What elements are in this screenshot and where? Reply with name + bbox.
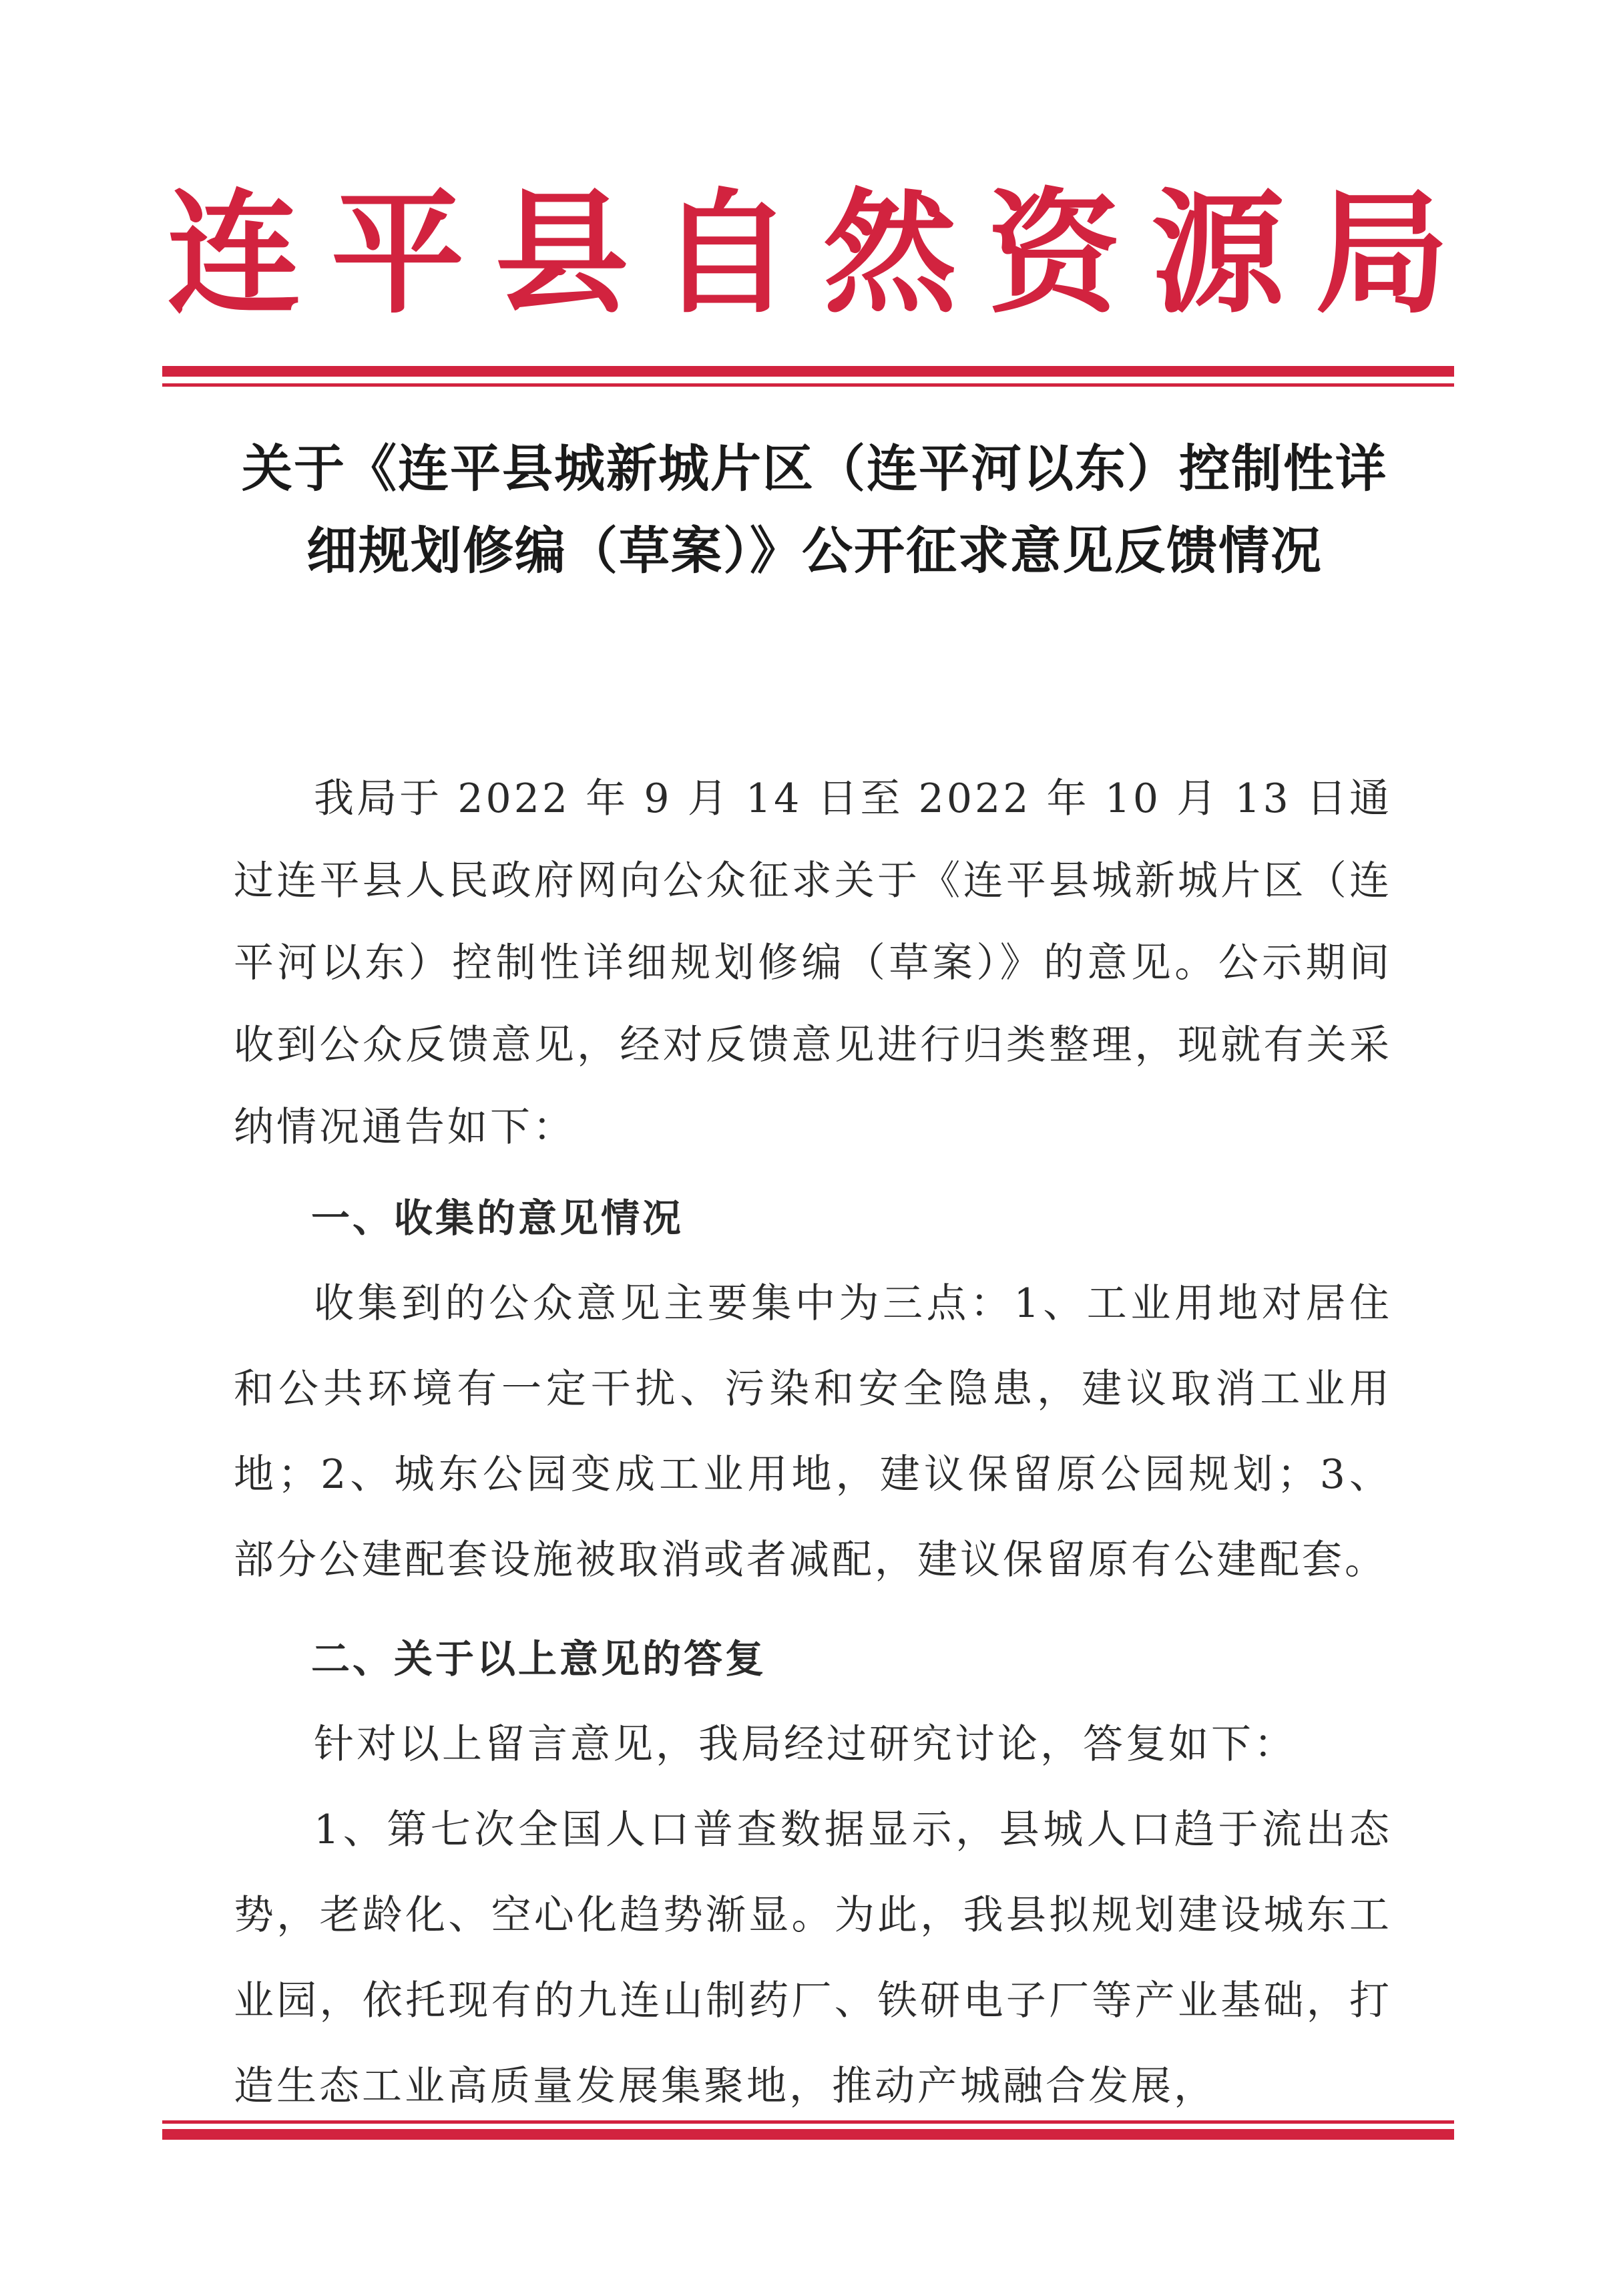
header-rule-thick <box>162 366 1454 377</box>
masthead <box>167 167 1449 341</box>
masthead-char: 资 <box>987 175 1121 332</box>
document-title: 关于《连平县城新城片区（连平河以东）控制性详细规划修编（草案）》公开征求意见反馈情况 <box>242 439 1387 580</box>
intro-paragraph: 我局于 2022 年 9 月 14 日至 2022 年 10 月 13 日通过连平县人民政府网向公众征求关于《连平县城新城片区（连平河以东）控制性详细规划修编（草案）》的意见。公示期间收到公众反馈意见，经对反馈意见进行归类整理，现就有关采纳情况通告如下： <box>234 775 1392 1151</box>
masthead-char: 然 <box>823 175 957 332</box>
section2-heading: 二、关于以上意见的答复 <box>311 1636 767 1682</box>
section1-paragraph: 收集到的公众意见主要集中为三点：1、工业用地对居住和公共环境有一定干扰、污染和安全隐患，建议取消工业用地；2、城东公园变成工业用地，建议保留原公园规划；3、部分公建配套设施被取消或者减配，建议保留原有公建配套。 <box>234 1280 1392 1583</box>
reply1-paragraph: 1、第七次全国人口普查数据显示，县城人口趋于流出态势，老龄化、空心化趋势渐显。为此，我县拟规划建设城东工业园，依托现有的九连山制药厂、铁研电子厂等产业基础，打造生态工业高质量发展集聚地，推动产城融合发展， <box>234 1806 1392 2110</box>
masthead-char: 源 <box>1151 175 1285 332</box>
footer-rule-thin <box>162 2120 1454 2124</box>
masthead-char: 平 <box>330 175 465 332</box>
masthead-char: 连 <box>167 175 301 332</box>
masthead-char: 局 <box>1315 175 1449 332</box>
document-body <box>234 758 1392 2129</box>
section2-intro-paragraph: 针对以上留言意见，我局经过研究讨论，答复如下： <box>314 1721 1297 1768</box>
section1-heading: 一、收集的意见情况 <box>311 1195 684 1241</box>
footer-rule-thick <box>162 2129 1454 2140</box>
masthead-char: 县 <box>495 175 629 332</box>
header-rule-thin <box>162 383 1454 387</box>
masthead-char: 自 <box>659 175 793 332</box>
